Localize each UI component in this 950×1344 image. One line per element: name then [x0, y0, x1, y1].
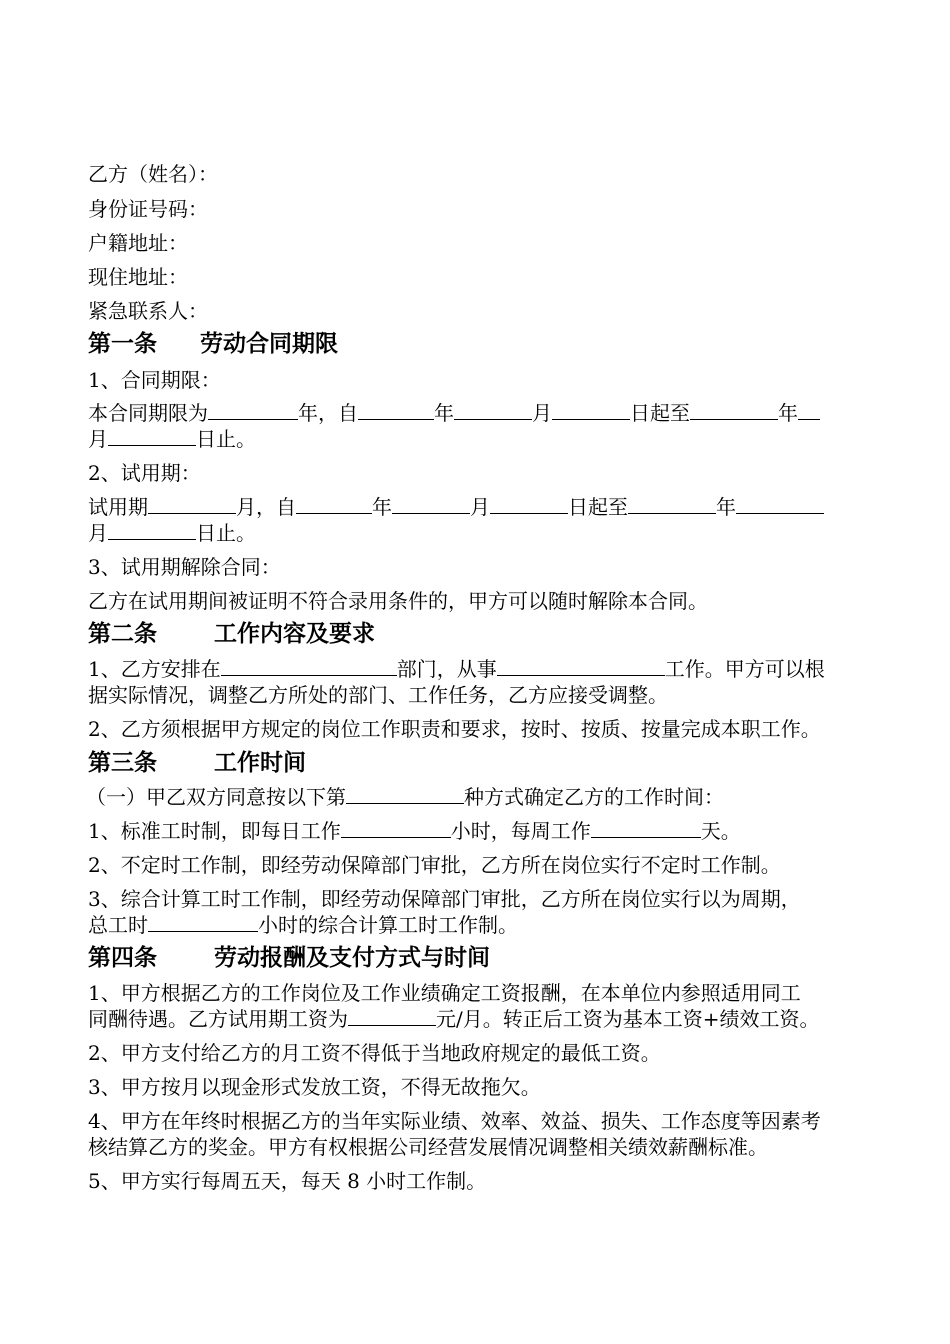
text-segment: 日止。	[196, 427, 256, 451]
text-segment: 1、标准工时制，即每日工作	[88, 819, 341, 843]
text-segment: 小时，每周工作	[450, 819, 591, 843]
text-segment: 本合同期限为	[88, 401, 208, 425]
article-1-item-2-text	[88, 495, 824, 519]
text-segment: 年，自	[298, 401, 358, 425]
fill-blank[interactable]	[497, 657, 665, 676]
text-segment: 年	[716, 495, 736, 519]
fill-blank[interactable]	[208, 401, 298, 420]
party-id-label: 身份证号码：	[88, 197, 208, 221]
article-1-item-1-text-cont	[88, 427, 256, 451]
text-segment: 月，自	[236, 495, 296, 519]
fill-blank[interactable]	[392, 495, 470, 514]
article-4-item-1-cont	[88, 1007, 820, 1031]
fill-blank[interactable]	[346, 785, 464, 804]
text-segment: 年	[372, 495, 392, 519]
text-segment: 日止。	[196, 521, 256, 545]
fill-blank[interactable]	[358, 401, 434, 420]
article-title: 劳动报酬及支付方式与时间	[214, 945, 490, 971]
party-household-address-label: 户籍地址：	[88, 231, 188, 255]
text-segment: 日起至	[568, 495, 628, 519]
article-3-item-2: 2、不定时工作制，即经劳动保障部门审批，乙方所在岗位实行不定时工作制。	[88, 853, 781, 877]
article-number: 第三条	[88, 750, 157, 776]
fill-blank[interactable]	[736, 495, 824, 514]
fill-blank[interactable]	[148, 495, 236, 514]
text-segment: 元/月。转正后工资为基本工资+绩效工资。	[436, 1007, 820, 1031]
article-1-item-1-label: 1、合同期限：	[88, 368, 221, 392]
text-segment: 种方式确定乙方的工作时间：	[464, 785, 724, 809]
article-3-item-3: 3、综合计算工时工作制，即经劳动保障部门审批，乙方所在岗位实行以为周期，	[88, 887, 801, 911]
article-title: 工作内容及要求	[214, 621, 375, 647]
fill-blank[interactable]	[296, 495, 372, 514]
fill-blank[interactable]	[148, 913, 258, 932]
text-segment: 同酬待遇。乙方试用期工资为	[88, 1007, 348, 1031]
article-2-item-1-cont: 据实际情况，调整乙方所处的部门、工作任务，乙方应接受调整。	[88, 683, 668, 707]
fill-blank[interactable]	[690, 401, 778, 420]
party-name-label: 乙方（姓名）：	[88, 162, 218, 186]
article-3-intro	[86, 785, 724, 809]
article-4-item-2: 2、甲方支付给乙方的月工资不得低于当地政府规定的最低工资。	[88, 1041, 661, 1065]
text-segment: 月	[88, 427, 108, 451]
fill-blank[interactable]	[591, 819, 701, 838]
fill-blank[interactable]	[108, 521, 196, 540]
article-3-heading	[88, 751, 306, 775]
party-emergency-contact-label: 紧急联系人：	[88, 299, 208, 323]
article-title: 工作时间	[214, 750, 306, 776]
text-segment: 月	[470, 495, 490, 519]
fill-blank[interactable]	[552, 401, 630, 420]
article-number: 第二条	[88, 621, 157, 647]
text-segment: 试用期	[88, 495, 148, 519]
text-segment: （一）甲乙双方同意按以下第	[86, 785, 346, 809]
article-1-item-2-text-cont	[88, 521, 256, 545]
article-4-heading	[88, 946, 490, 970]
fill-blank[interactable]	[221, 657, 397, 676]
article-2-heading	[88, 622, 375, 646]
text-segment: 总工时	[88, 913, 148, 937]
article-4-item-3: 3、甲方按月以现金形式发放工资，不得无故拖欠。	[88, 1075, 541, 1099]
article-1-item-3-text: 乙方在试用期间被证明不符合录用条件的，甲方可以随时解除本合同。	[88, 589, 708, 613]
article-1-item-3-label: 3、试用期解除合同：	[88, 555, 281, 579]
article-3-item-3-cont	[88, 913, 518, 937]
article-4-item-4: 4、甲方在年终时根据乙方的当年实际业绩、效率、效益、损失、工作态度等因素考	[88, 1109, 821, 1133]
article-1-item-2-label: 2、试用期：	[88, 461, 201, 485]
article-title: 劳动合同期限	[200, 331, 338, 357]
article-2-item-2: 2、乙方须根据甲方规定的岗位工作职责和要求，按时、按质、按量完成本职工作。	[88, 717, 821, 741]
article-1-heading	[88, 332, 338, 356]
fill-blank[interactable]	[798, 401, 820, 420]
article-2-item-1	[88, 657, 825, 681]
text-segment: 年	[434, 401, 454, 425]
text-segment: 月	[532, 401, 552, 425]
fill-blank[interactable]	[628, 495, 716, 514]
article-1-item-1-text	[88, 401, 820, 425]
article-4-item-4-cont: 核结算乙方的奖金。甲方有权根据公司经营发展情况调整相关绩效薪酬标准。	[88, 1135, 768, 1159]
party-current-address-label: 现住地址：	[88, 265, 188, 289]
article-number: 第四条	[88, 945, 157, 971]
text-segment: 部门，从事	[396, 657, 497, 681]
text-segment: 小时的综合计算工时工作制。	[258, 913, 518, 937]
fill-blank[interactable]	[348, 1007, 436, 1026]
article-number: 第一条	[88, 331, 157, 357]
text-segment: 日起至	[630, 401, 690, 425]
fill-blank[interactable]	[490, 495, 568, 514]
fill-blank[interactable]	[341, 819, 451, 838]
article-4-item-1: 1、甲方根据乙方的工作岗位及工作业绩确定工资报酬，在本单位内参照适用同工	[88, 981, 801, 1005]
fill-blank[interactable]	[454, 401, 532, 420]
text-segment: 天。	[700, 819, 741, 843]
text-segment: 月	[88, 521, 108, 545]
text-segment: 工作。甲方可以根	[664, 657, 825, 681]
fill-blank[interactable]	[108, 427, 196, 446]
article-3-item-1	[88, 819, 741, 843]
text-segment: 年	[778, 401, 798, 425]
article-4-item-5: 5、甲方实行每周五天，每天 8 小时工作制。	[88, 1169, 487, 1193]
text-segment: 1、乙方安排在	[88, 657, 221, 681]
